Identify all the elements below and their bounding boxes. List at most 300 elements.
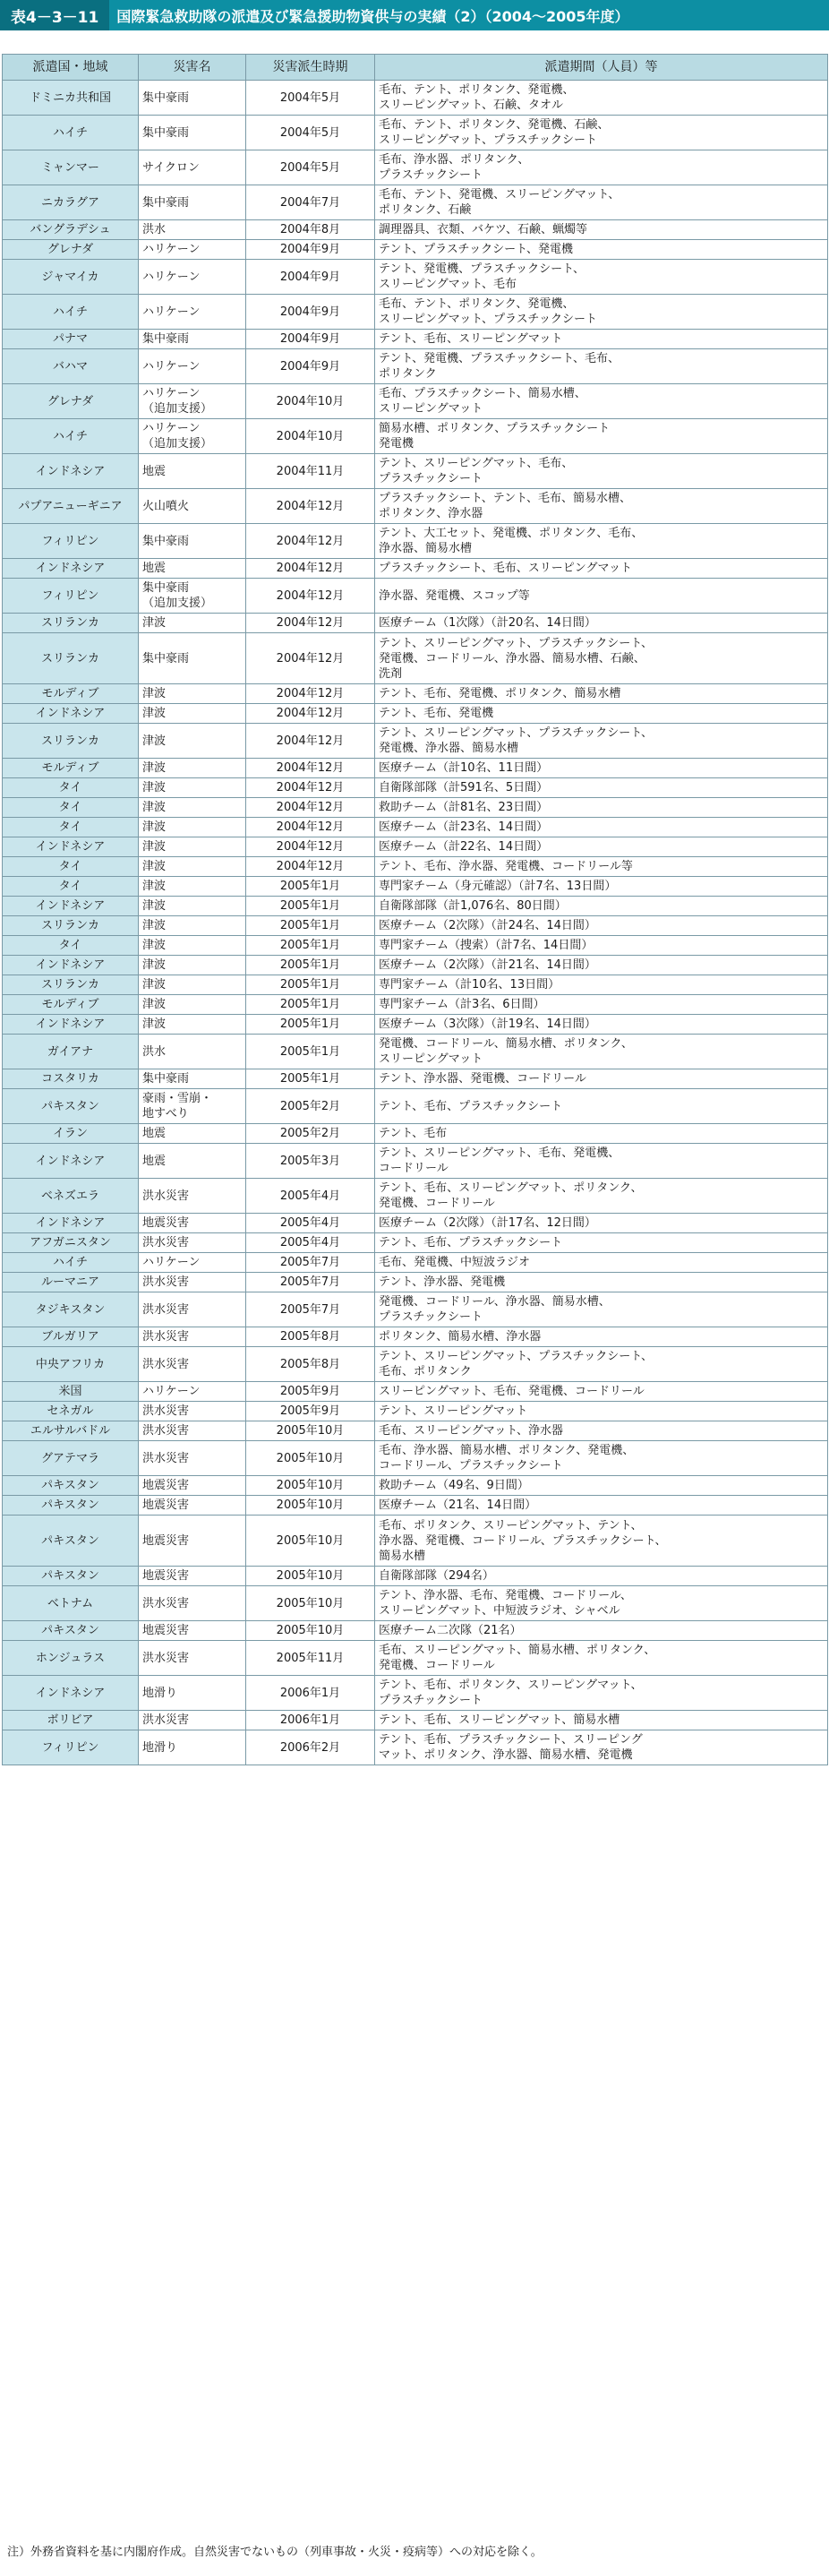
date-cell: 2006年1月 (246, 1711, 375, 1730)
country-cell: モルディブ (3, 759, 139, 778)
disaster-line: 地震災害 (142, 1479, 190, 1492)
details-line: テント、スリーピングマット、毛布、 (379, 457, 574, 470)
details-line: ポリタンク、石鹸 (379, 203, 472, 217)
date-cell: 2005年10月 (246, 1516, 375, 1567)
disaster-line: 集中豪雨 (142, 195, 190, 210)
disaster-line: ハリケーン (142, 1385, 201, 1398)
table-row (3, 778, 828, 798)
disaster-cell (139, 1179, 246, 1214)
country-cell: エルサルバドル (3, 1421, 139, 1441)
details-cell (375, 956, 828, 975)
country-cell: タイ (3, 798, 139, 818)
date-cell: 2005年2月 (246, 1089, 375, 1124)
details-cell (375, 1516, 828, 1567)
details-cell (375, 1273, 828, 1292)
country-cell: パキスタン (3, 1621, 139, 1641)
date-cell: 2004年12月 (246, 759, 375, 778)
details-cell (375, 837, 828, 857)
disaster-cell (139, 684, 246, 704)
details-line: 自衛隊部隊（294名） (379, 1569, 494, 1583)
disaster-line: 集中豪雨 (142, 651, 190, 665)
details-line: スリーピングマット、石鹸、タオル (379, 99, 564, 112)
details-line: テント、毛布、プラスチックシート (379, 1236, 563, 1249)
details-line: テント、発電機、プラスチックシート、 (379, 262, 585, 276)
table-row (3, 633, 828, 684)
details-line: 専門家チーム（捜索）（計7名、14日間） (379, 939, 594, 952)
date-cell: 2005年10月 (246, 1586, 375, 1621)
date-cell: 2005年8月 (246, 1347, 375, 1382)
date-cell: 2005年1月 (246, 995, 375, 1015)
details-line: 医療チーム（計23名、14日間） (379, 820, 549, 834)
date-cell: 2004年5月 (246, 81, 375, 116)
details-line: 救助チーム（49名、9日間） (379, 1479, 529, 1492)
table-row (3, 1015, 828, 1035)
date-cell: 2006年2月 (246, 1730, 375, 1765)
table-row (3, 1069, 828, 1089)
date-cell: 2005年1月 (246, 1015, 375, 1035)
details-cell (375, 1015, 828, 1035)
country-cell: ハイチ (3, 295, 139, 330)
country-cell: インドネシア (3, 704, 139, 724)
country-cell: スリランカ (3, 633, 139, 684)
country-cell: インドネシア (3, 1214, 139, 1233)
country-cell: パキスタン (3, 1476, 139, 1496)
details-line: 簡易水槽、ポリタンク、プラスチックシート (379, 422, 611, 435)
details-line: 発電機、コードリール (379, 1659, 495, 1672)
table-row (3, 1124, 828, 1144)
disaster-cell (139, 1382, 246, 1402)
details-line: プラスチックシート (379, 472, 483, 485)
details-cell (375, 778, 828, 798)
details-line: スリーピングマット、中短波ラジオ、シャベル (379, 1604, 620, 1618)
details-line: スリーピングマット、毛布 (379, 278, 517, 291)
details-line: 医療チーム二次隊（21名） (379, 1624, 522, 1637)
disaster-cell (139, 1347, 246, 1382)
table-row (3, 1089, 828, 1124)
disaster-line: 津波 (142, 761, 167, 775)
disaster-line: 地滑り (142, 1740, 178, 1755)
details-line: テント、スリーピングマット、プラスチックシート、 (379, 636, 654, 650)
disaster-line: 集中豪雨 (142, 581, 190, 595)
details-line: 調理器具、衣類、バケツ、石鹸、蝋燭等 (379, 223, 587, 236)
disaster-line: ハリケーン (142, 1256, 201, 1269)
disaster-cell (139, 798, 246, 818)
disaster-line: 洪水災害 (142, 1404, 190, 1418)
disaster-cell (139, 559, 246, 579)
date-cell: 2004年12月 (246, 684, 375, 704)
table-row (3, 975, 828, 995)
details-line: 専門家チーム（計10名、13日間） (379, 978, 560, 992)
table-number: 表4－3－11 (0, 0, 109, 30)
table-row (3, 936, 828, 956)
details-cell (375, 1327, 828, 1347)
details-cell (375, 384, 828, 419)
details-line: スリーピングマット、プラスチックシート (379, 313, 598, 326)
details-line: テント、浄水器、毛布、発電機、コードリール、 (379, 1589, 632, 1602)
details-cell (375, 1676, 828, 1711)
disaster-line: 集中豪雨 (142, 125, 190, 140)
date-cell: 2005年7月 (246, 1273, 375, 1292)
country-cell: グアテマラ (3, 1441, 139, 1476)
disaster-cell (139, 1567, 246, 1586)
disaster-cell (139, 857, 246, 877)
disaster-cell (139, 1089, 246, 1124)
details-cell (375, 1586, 828, 1621)
table-row (3, 116, 828, 150)
table-row (3, 150, 828, 185)
country-cell: スリランカ (3, 724, 139, 759)
disaster-cell (139, 936, 246, 956)
date-cell: 2005年4月 (246, 1214, 375, 1233)
table-row (3, 798, 828, 818)
disaster-cell (139, 837, 246, 857)
disaster-line: 津波 (142, 958, 167, 972)
disaster-cell (139, 81, 246, 116)
country-cell: ドミニカ共和国 (3, 81, 139, 116)
details-line: 医療チーム（2次隊）（計17名、12日間） (379, 1216, 596, 1230)
details-cell (375, 116, 828, 150)
country-cell: ホンジュラス (3, 1641, 139, 1676)
details-line: コードリール、プラスチックシート (379, 1459, 563, 1473)
disaster-cell (139, 1676, 246, 1711)
table-row (3, 897, 828, 916)
disaster-line: 洪水災害 (142, 1330, 190, 1344)
date-cell: 2005年10月 (246, 1621, 375, 1641)
table-row (3, 579, 828, 614)
disaster-line: 洪水災害 (142, 1424, 190, 1438)
date-cell: 2005年4月 (246, 1179, 375, 1214)
details-line: テント、毛布、発電機 (379, 707, 494, 720)
table-row (3, 1327, 828, 1347)
table-row (3, 1233, 828, 1253)
table-row (3, 837, 828, 857)
disaster-cell (139, 897, 246, 916)
country-cell: インドネシア (3, 837, 139, 857)
disaster-line: 津波 (142, 939, 167, 952)
disaster-line: 洪水災害 (142, 1651, 190, 1665)
details-line: 毛布、浄水器、簡易水槽、ポリタンク、発電機、 (379, 1444, 635, 1457)
disaster-line: 地すべり (142, 1107, 189, 1121)
country-cell: フィリピン (3, 524, 139, 559)
details-cell (375, 1382, 828, 1402)
table-row (3, 240, 828, 260)
country-cell: タイ (3, 857, 139, 877)
details-cell (375, 633, 828, 684)
details-cell (375, 1089, 828, 1124)
details-cell (375, 1179, 828, 1214)
date-cell: 2005年10月 (246, 1567, 375, 1586)
disaster-cell (139, 1273, 246, 1292)
disaster-cell (139, 1402, 246, 1421)
disaster-line: 地震 (142, 562, 167, 575)
country-cell: グレナダ (3, 240, 139, 260)
disaster-line: 津波 (142, 899, 167, 913)
details-cell (375, 857, 828, 877)
disaster-line: ハリケーン (142, 387, 201, 400)
table-row (3, 1144, 828, 1179)
disaster-cell (139, 260, 246, 295)
date-cell: 2004年12月 (246, 778, 375, 798)
country-cell: フィリピン (3, 579, 139, 614)
date-cell: 2005年1月 (246, 1035, 375, 1069)
country-cell: ジャマイカ (3, 260, 139, 295)
date-cell: 2005年7月 (246, 1292, 375, 1327)
disaster-line: 津波 (142, 860, 167, 873)
details-cell (375, 1347, 828, 1382)
disaster-line: ハリケーン (142, 422, 201, 435)
disaster-line: ハリケーン (142, 305, 201, 319)
disaster-cell (139, 1253, 246, 1273)
disaster-line: 津波 (142, 616, 167, 630)
country-cell: バハマ (3, 349, 139, 384)
table-row (3, 524, 828, 559)
date-cell: 2004年10月 (246, 419, 375, 454)
details-cell (375, 1421, 828, 1441)
disaster-line: 集中豪雨 (142, 90, 190, 105)
details-cell (375, 185, 828, 220)
details-line: 発電機、コードリール、浄水器、簡易水槽、石鹸、 (379, 651, 645, 665)
date-cell: 2004年10月 (246, 384, 375, 419)
country-cell: モルディブ (3, 995, 139, 1015)
date-cell: 2005年1月 (246, 1069, 375, 1089)
country-cell: パキスタン (3, 1496, 139, 1516)
country-cell: インドネシア (3, 897, 139, 916)
disaster-line: 集中豪雨 (142, 332, 190, 346)
details-cell (375, 1214, 828, 1233)
disaster-cell (139, 1015, 246, 1035)
disaster-line: 津波 (142, 998, 167, 1011)
disaster-line: 洪水災害 (142, 1357, 190, 1371)
details-line: テント、プラスチックシート、発電機 (379, 243, 573, 256)
details-line: 医療チーム（21名、14日間） (379, 1498, 537, 1512)
disaster-line: 地震 (142, 1154, 167, 1168)
date-cell: 2005年4月 (246, 1233, 375, 1253)
details-line: テント、毛布、スリーピングマット、ポリタンク、 (379, 1181, 643, 1195)
country-cell: ベネズエラ (3, 1179, 139, 1214)
details-line: 毛布、スリーピングマット、浄水器 (379, 1424, 564, 1438)
disaster-line: 地震災害 (142, 1498, 190, 1512)
disaster-line: 地震災害 (142, 1624, 190, 1637)
disaster-cell (139, 1476, 246, 1496)
date-cell: 2005年1月 (246, 956, 375, 975)
details-cell (375, 1124, 828, 1144)
details-line: 簡易水槽 (379, 1549, 426, 1563)
disaster-line: 地震 (142, 464, 167, 478)
header-country: 派遣国・地域 (3, 55, 139, 81)
country-cell: インドネシア (3, 559, 139, 579)
details-cell (375, 704, 828, 724)
details-cell (375, 489, 828, 524)
details-cell (375, 759, 828, 778)
country-cell: パナマ (3, 330, 139, 349)
details-line: 毛布、テント、発電機、スリーピングマット、 (379, 188, 620, 202)
disaster-cell (139, 150, 246, 185)
date-cell: 2005年3月 (246, 1144, 375, 1179)
disaster-line: （追加支援） (142, 597, 213, 610)
details-cell (375, 877, 828, 897)
table-row (3, 349, 828, 384)
date-cell: 2006年1月 (246, 1676, 375, 1711)
disaster-cell (139, 1069, 246, 1089)
country-cell: ハイチ (3, 419, 139, 454)
date-cell: 2004年12月 (246, 489, 375, 524)
disaster-line: 津波 (142, 801, 167, 814)
disaster-line: 洪水災害 (142, 1596, 190, 1610)
disaster-cell (139, 1421, 246, 1441)
table-row (3, 1382, 828, 1402)
table-row (3, 1476, 828, 1496)
disaster-cell (139, 916, 246, 936)
disaster-cell (139, 579, 246, 614)
details-line: テント、毛布、スリーピングマット、簡易水槽 (379, 1713, 620, 1727)
details-cell (375, 1035, 828, 1069)
disaster-cell (139, 454, 246, 489)
details-line: 自衛隊部隊（計1,076名、80日間） (379, 899, 567, 913)
disaster-cell (139, 1035, 246, 1069)
disaster-line: 洪水災害 (142, 1713, 190, 1727)
disaster-cell (139, 956, 246, 975)
disaster-line: 地滑り (142, 1686, 178, 1700)
header-details: 派遣期間（人員）等 (375, 55, 828, 81)
disaster-line: 地震災害 (142, 1533, 190, 1548)
details-line: テント、毛布、ポリタンク、スリーピングマット、 (379, 1679, 643, 1692)
details-line: 発電機、コードリール、簡易水槽、ポリタンク、 (379, 1037, 633, 1051)
table-row (3, 1496, 828, 1516)
table-row (3, 559, 828, 579)
details-line: 発電機 (379, 437, 414, 451)
country-cell: タイ (3, 818, 139, 837)
disaster-line: 津波 (142, 820, 167, 834)
details-line: 医療チーム（2次隊）（計24名、14日間） (379, 919, 596, 932)
details-line: 発電機、浄水器、簡易水槽 (379, 742, 519, 755)
disaster-cell (139, 1711, 246, 1730)
date-cell: 2005年1月 (246, 936, 375, 956)
disaster-line: 洪水災害 (142, 1451, 190, 1465)
details-line: テント、毛布、スリーピングマット (379, 332, 563, 346)
details-line: プラスチックシート (379, 1310, 483, 1324)
details-cell (375, 419, 828, 454)
disaster-cell (139, 877, 246, 897)
disaster-cell (139, 1730, 246, 1765)
country-cell: ガイアナ (3, 1035, 139, 1069)
details-line: テント、スリーピングマット、プラスチックシート、 (379, 1350, 654, 1363)
details-cell (375, 614, 828, 633)
details-line: テント、発電機、プラスチックシート、毛布、 (379, 352, 620, 365)
disaster-line: 火山噴火 (142, 499, 190, 513)
date-cell: 2005年1月 (246, 916, 375, 936)
details-line: 自衛隊部隊（計591名、5日間） (379, 781, 549, 794)
country-cell: 米国 (3, 1382, 139, 1402)
country-cell: 中央アフリカ (3, 1347, 139, 1382)
details-line: ポリタンク (379, 367, 437, 381)
details-line: 医療チーム（2次隊）（計21名、14日間） (379, 958, 596, 972)
country-cell: コスタリカ (3, 1069, 139, 1089)
country-cell: ルーマニア (3, 1273, 139, 1292)
date-cell: 2005年1月 (246, 975, 375, 995)
date-cell: 2004年12月 (246, 798, 375, 818)
details-cell (375, 454, 828, 489)
disaster-line: 洪水災害 (142, 1302, 190, 1317)
disaster-line: 地震 (142, 1127, 167, 1140)
details-cell (375, 260, 828, 295)
disaster-cell (139, 1496, 246, 1516)
date-cell: 2004年12月 (246, 524, 375, 559)
table-row (3, 1586, 828, 1621)
country-cell: モルディブ (3, 684, 139, 704)
details-line: テント、スリーピングマット (379, 1404, 528, 1418)
details-cell (375, 897, 828, 916)
disaster-line: 洪水 (142, 223, 167, 236)
details-line: プラスチックシート (379, 1694, 483, 1707)
country-cell: アフガニスタン (3, 1233, 139, 1253)
disaster-line: 津波 (142, 840, 167, 854)
details-line: コードリール (379, 1162, 449, 1175)
date-cell: 2005年10月 (246, 1421, 375, 1441)
date-cell: 2005年9月 (246, 1402, 375, 1421)
date-cell: 2004年9月 (246, 240, 375, 260)
date-cell: 2004年12月 (246, 633, 375, 684)
table-row (3, 759, 828, 778)
details-line: スリーピングマット (379, 402, 483, 416)
disaster-line: 地震災害 (142, 1569, 190, 1583)
date-cell: 2005年8月 (246, 1327, 375, 1347)
details-line: 洗剤 (379, 666, 403, 681)
header-date: 災害派生時期 (246, 55, 375, 81)
details-line: 毛布、浄水器、ポリタンク、 (379, 153, 530, 167)
date-cell: 2004年9月 (246, 330, 375, 349)
table-row (3, 1441, 828, 1476)
details-cell (375, 1567, 828, 1586)
date-cell: 2005年9月 (246, 1382, 375, 1402)
date-cell: 2004年8月 (246, 220, 375, 240)
date-cell: 2005年1月 (246, 897, 375, 916)
details-line: 毛布、テント、ポリタンク、発電機、 (379, 83, 575, 97)
details-line: テント、毛布 (379, 1127, 448, 1140)
disaster-line: 集中豪雨 (142, 534, 190, 548)
details-line: 専門家チーム（計3名、6日間） (379, 998, 545, 1011)
table-title: 国際緊急救助隊の派遣及び緊急援助物資供与の実績（2）（2004～2005年度） (116, 7, 629, 25)
country-cell: スリランカ (3, 614, 139, 633)
country-cell: グレナダ (3, 384, 139, 419)
date-cell: 2004年12月 (246, 857, 375, 877)
date-cell: 2005年10月 (246, 1476, 375, 1496)
table-row (3, 1621, 828, 1641)
country-cell: フィリピン (3, 1730, 139, 1765)
date-cell: 2004年12月 (246, 579, 375, 614)
country-cell: タジキスタン (3, 1292, 139, 1327)
table-row (3, 185, 828, 220)
disaster-cell (139, 330, 246, 349)
table-row (3, 818, 828, 837)
details-line: 毛布、スリーピングマット、簡易水槽、ポリタンク、 (379, 1644, 656, 1657)
country-cell: セネガル (3, 1402, 139, 1421)
disaster-cell (139, 704, 246, 724)
details-line: 毛布、プラスチックシート、簡易水槽、 (379, 387, 586, 400)
header-disaster: 災害名 (139, 55, 246, 81)
date-cell: 2004年5月 (246, 116, 375, 150)
details-line: テント、毛布、プラスチックシート、スリーピング (379, 1733, 643, 1747)
country-cell: バングラデシュ (3, 220, 139, 240)
table-row (3, 454, 828, 489)
details-line: 毛布、ポリタンク (379, 1365, 472, 1378)
disaster-cell (139, 419, 246, 454)
table-row (3, 419, 828, 454)
details-line: テント、大工セット、発電機、ポリタンク、毛布、 (379, 527, 644, 540)
details-cell (375, 684, 828, 704)
country-cell: タイ (3, 936, 139, 956)
details-cell (375, 220, 828, 240)
disaster-cell (139, 975, 246, 995)
